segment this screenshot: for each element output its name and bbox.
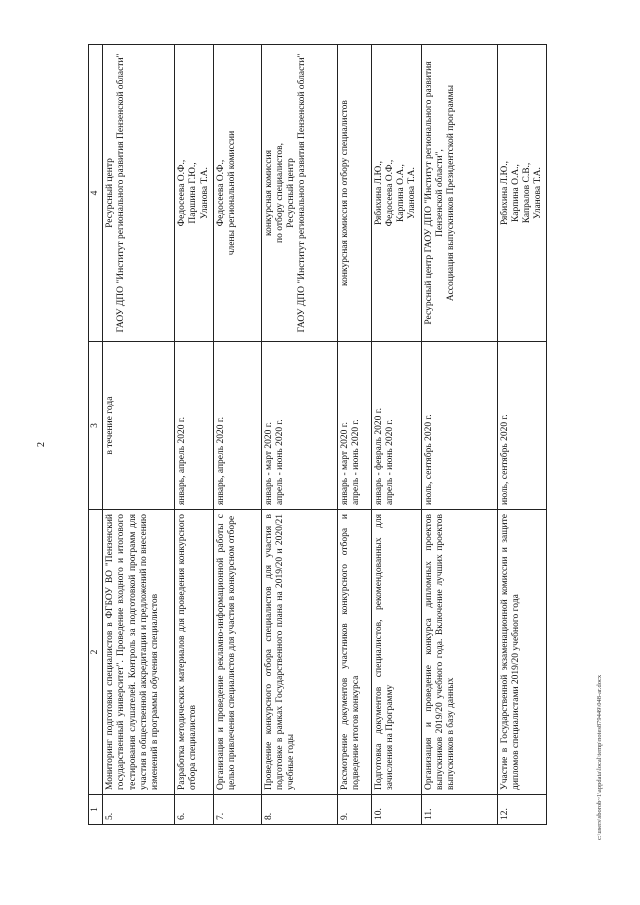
period-line: январь - март 2020 г.: [263, 422, 274, 505]
activity-description: Рассмотрение документов участников конкурсного отбора и подведение итогов конкурса: [337, 510, 371, 795]
row-number: 9.: [337, 795, 371, 825]
period-cell: [103, 342, 175, 510]
activity-plan-table: [88, 44, 547, 825]
responsible-cell: [421, 45, 497, 342]
responsible-line: Капралов С.В.,: [522, 162, 533, 224]
footer-file-path: c:\users\sborob~1\appdata\local\temp\notes879449\048-ar.docx: [596, 674, 603, 840]
header-cell: 1: [89, 795, 103, 825]
period-line: в течение года: [105, 396, 116, 455]
responsible-line: Федосеева О.Ф.,: [385, 159, 396, 227]
activity-description: Разработка методических материалов для проведения конкурсного отбора специалистов: [175, 510, 214, 795]
responsible-line: ГАОУ ДПО "Институт регионального развития Пензенской области": [116, 53, 127, 333]
period-line: январь, апрель 2020 г.: [215, 416, 226, 505]
responsible-line: Ресурсный центр ГАОУ ДПО "Институт регионального развития Пензенской области",: [423, 61, 445, 325]
responsible-line: члены региональной комиссии: [227, 130, 238, 256]
responsible-cell: [103, 45, 175, 342]
row-number: 8.: [261, 795, 337, 825]
period-line: январь - март 2020 г.: [339, 422, 350, 505]
responsible-line: Ресурсный центр: [105, 158, 116, 228]
header-cell: 2: [89, 510, 103, 795]
responsible-line: конкурсная комиссия по отбору специалистов: [339, 100, 350, 286]
table-header-row: [89, 45, 103, 825]
table-row: [213, 45, 261, 825]
responsible-cell: [261, 45, 337, 342]
table-row: [337, 45, 371, 825]
responsible-cell: [175, 45, 214, 342]
period-line: апрель - июнь 2020 г.: [385, 419, 396, 505]
activity-description: Подготовка документов специалистов, рекомендованных для зачисления на Программу: [371, 510, 421, 795]
row-number: 12.: [497, 795, 547, 825]
period-line: июль, сентябрь 2020 г.: [499, 414, 510, 505]
row-number: 6.: [175, 795, 214, 825]
rotated-table-container: [88, 45, 608, 825]
activity-description: Участие в Государственной экзаменационной комиссии и защите дипломов специалистами 2019/20 учебного года: [497, 510, 547, 795]
period-line: апрель - июнь 2020 г.: [351, 419, 362, 505]
page-number: 2: [36, 442, 47, 447]
row-number: 11.: [421, 795, 497, 825]
table-row: [421, 45, 497, 825]
responsible-line: конкурсная комиссия: [263, 150, 274, 236]
responsible-line: Паршина Г.Ю.,: [188, 162, 199, 224]
period-line: январь, апрель 2020 г.: [177, 416, 188, 505]
period-line: июль, сентябрь 2020 г.: [423, 414, 434, 505]
responsible-line: Ассоциация выпускников Президентской программы: [446, 84, 457, 302]
responsible-line: Карпина О.А.,: [396, 164, 407, 222]
responsible-line: Уланова Т.А.: [533, 167, 544, 219]
responsible-line: Федосеева О.Ф.,: [215, 159, 226, 227]
period-cell: [175, 342, 214, 510]
responsible-line: Рябихина Л.Ю.,: [499, 160, 510, 226]
table-row: [175, 45, 214, 825]
responsible-line: Федосеева О.Ф.,: [177, 159, 188, 227]
responsible-line: по отбору специалистов,: [275, 143, 286, 243]
period-cell: [213, 342, 261, 510]
responsible-cell: [213, 45, 261, 342]
header-cell: 4: [89, 45, 103, 342]
row-number: 10.: [371, 795, 421, 825]
responsible-line: Уланова Т.А.: [407, 167, 418, 219]
activity-description: Организация и проведение конкурса дипломных проектов выпускников 2019/20 учебного года. Включение лучших проектов выпускников в базу данных: [421, 510, 497, 795]
table-row: [371, 45, 421, 825]
table-row: [103, 45, 175, 825]
period-line: январь - февраль 2020 г.: [373, 408, 384, 505]
period-cell: [261, 342, 337, 510]
period-cell: [337, 342, 371, 510]
period-cell: [421, 342, 497, 510]
table-row: [261, 45, 337, 825]
responsible-line: Ресурсный центр: [286, 158, 297, 228]
period-line: апрель - июнь 2020 г.: [275, 419, 286, 505]
row-number: 5.: [103, 795, 175, 825]
activity-description: Организация и проведение рекламно-информационной работы с целью привлечения специалистов для участия в конкурсном отборе: [213, 510, 261, 795]
header-cell: 3: [89, 342, 103, 510]
responsible-cell: [497, 45, 547, 342]
table-row: [497, 45, 547, 825]
responsible-cell: [371, 45, 421, 342]
responsible-cell: [337, 45, 371, 342]
row-number: 7.: [213, 795, 261, 825]
responsible-line: Рябихина Л.Ю.,: [373, 160, 384, 226]
activity-description: Проведение конкурсного отбора специалистов для участия в подготовке в рамках Государственного плана на 2019/20 и 2020/21 учебные годы: [261, 510, 337, 795]
responsible-line: ГАОУ ДПО "Институт регионального развития Пензенской области": [297, 53, 308, 333]
activity-description: Мониторинг подготовки специалистов в ФГБОУ ВО "Пензенский государственный университет". Проведение входного и итогового тестирования слушателей. Контроль за подготовкой программ для участия в общественной аккредитации и предложений по внесению изменений в программы обучения специалистов: [103, 510, 175, 795]
period-cell: [497, 342, 547, 510]
period-cell: [371, 342, 421, 510]
responsible-line: Карпина О.А.,: [510, 164, 521, 222]
responsible-line: Уланова Т.А.: [199, 167, 210, 219]
